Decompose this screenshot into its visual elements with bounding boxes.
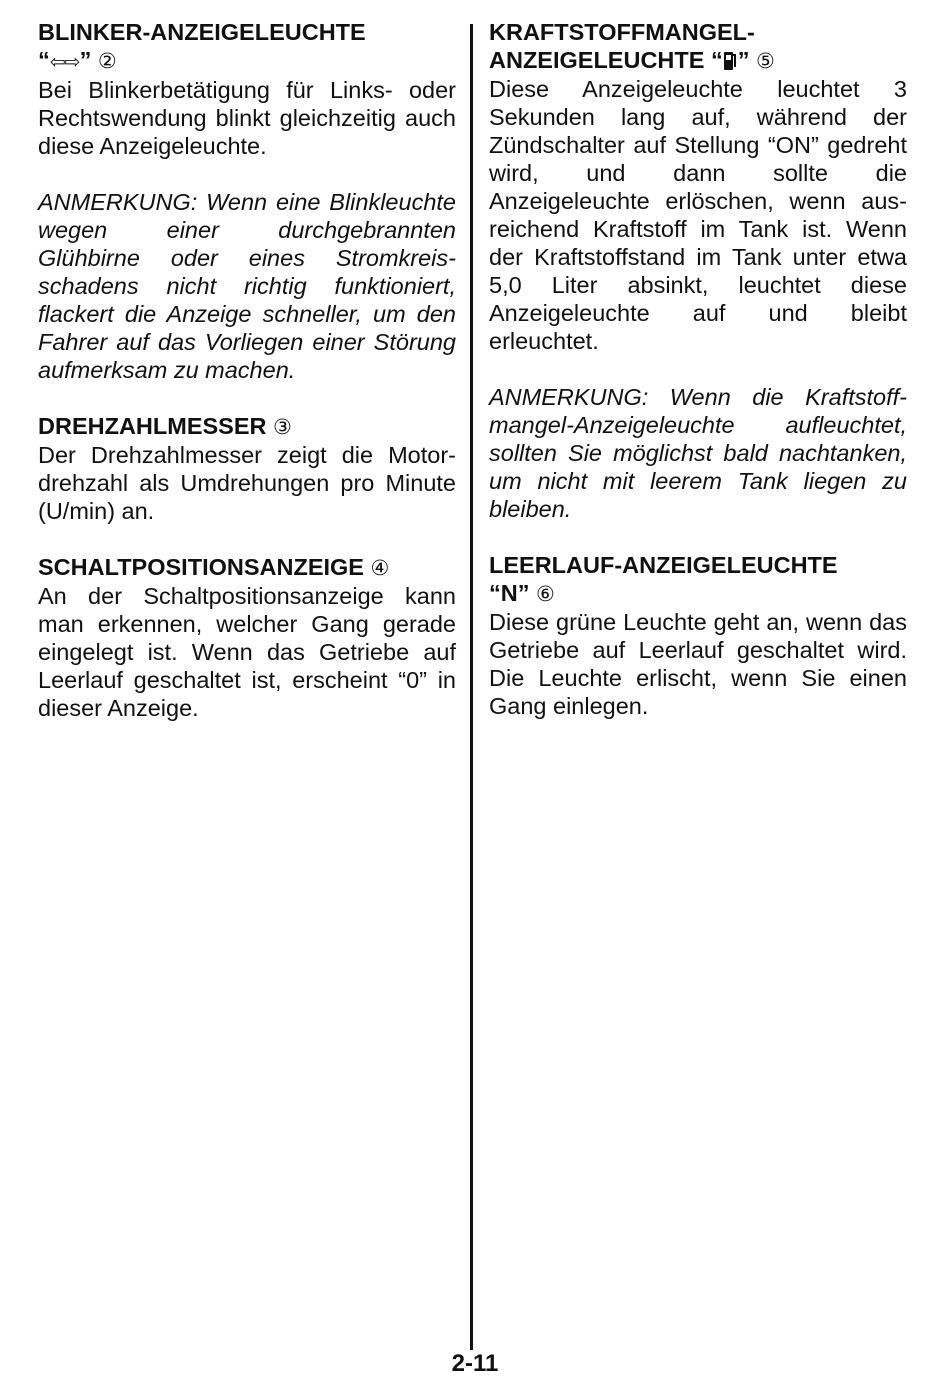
section-gear-position — [38, 553, 456, 722]
neutral-title: LEERLAUF-ANZEIGELEUCHTE — [489, 552, 838, 578]
fuel-note: ANMERKUNG: Wenn die Kraftstoffmangel-Anzeigeleuchte aufleuchtet, sollten Sie möglichst bald nachtanken, um nicht mit leerem Tank liegen zu bleiben. — [489, 384, 907, 522]
blinker-symbol-open: “ — [38, 47, 50, 73]
section-fuel — [489, 18, 907, 355]
right-column — [489, 18, 907, 748]
fuel-title-line1: KRAFTSTOFFMANGEL- — [489, 19, 755, 45]
blinker-body: Bei Blinkerbetätigung für Links- oder Rechtswendung blinkt gleichzeitig auch diese Anzeigeleuchte. — [38, 77, 456, 159]
tachometer-heading — [38, 412, 456, 441]
turn-signal-arrows-icon: ⇦⇨ — [49, 51, 80, 73]
fuel-ref-number: ⑤ — [756, 49, 775, 73]
page-number: 2-11 — [451, 1350, 499, 1377]
section-tachometer — [38, 412, 456, 525]
blinker-heading — [38, 18, 456, 76]
blinker-ref-number: ② — [97, 49, 117, 73]
tachometer-ref-number: ③ — [273, 415, 292, 439]
neutral-body: Diese grüne Leuchte geht an, wenn das Getriebe auf Leerlauf geschaltet wird. Die Leuchte erlischt, wenn Sie einen Gang einlegen. — [489, 609, 907, 719]
blinker-title: BLINKER-ANZEIGELEUCHTE — [38, 19, 366, 45]
section-blinker — [38, 18, 456, 160]
column-divider — [470, 24, 473, 1350]
gear-position-heading — [38, 553, 456, 582]
section-neutral — [489, 551, 907, 720]
fuel-symbol-close: ” — [737, 47, 750, 73]
gear-position-ref-number: ④ — [370, 556, 390, 580]
neutral-symbol: “N” — [489, 580, 530, 606]
tachometer-body: Der Drehzahlmesser zeigt die Motordrehzahl als Umdrehungen pro Minute (U/min) an. — [38, 442, 456, 524]
fuel-title-line2: ANZEIGELEUCHTE — [489, 47, 705, 73]
tachometer-title: DREHZAHLMESSER — [38, 413, 267, 439]
left-column — [38, 18, 456, 750]
gear-position-body: An der Schaltpositionsanzeige kann man erkennen, welcher Gang gerade eingelegt ist. Wenn das Getriebe auf Leerlauf geschaltet ist, erscheint “0” in dieser Anzeige. — [38, 583, 456, 721]
fuel-pump-icon — [724, 52, 737, 70]
fuel-heading — [489, 18, 907, 75]
fuel-symbol-open: “ — [710, 47, 723, 73]
blinker-note: ANMERKUNG: Wenn eine Blinkleuchte wegen einer durchgebrannten Glühbirne oder eines Stromkreisschadens nicht richtig funktioniert, flackert die Anzeige schneller, um den Fahrer auf das Vorliegen einer Störung aufmerksam zu machen. — [38, 189, 456, 383]
neutral-heading — [489, 551, 907, 608]
neutral-ref-number: ⑥ — [536, 582, 555, 606]
gear-position-title: SCHALTPOSITIONSANZEIGE — [38, 554, 364, 580]
blinker-symbol-close: ” — [79, 47, 92, 73]
fuel-body: Diese Anzeigeleuchte leuchtet 3 Sekunden lang auf, während der Zündschalter auf Stellung “ON” gedreht wird, und dann sollte die Anzeigeleuchte erlöschen, wenn ausreichend Kraftstoff im Tank ist. Wenn der Kraftstoffstand im Tank unter etwa 5,0 Liter absinkt, leuchtet diese Anzeigeleuchte auf und bleibt erleuchtet. — [489, 76, 907, 354]
